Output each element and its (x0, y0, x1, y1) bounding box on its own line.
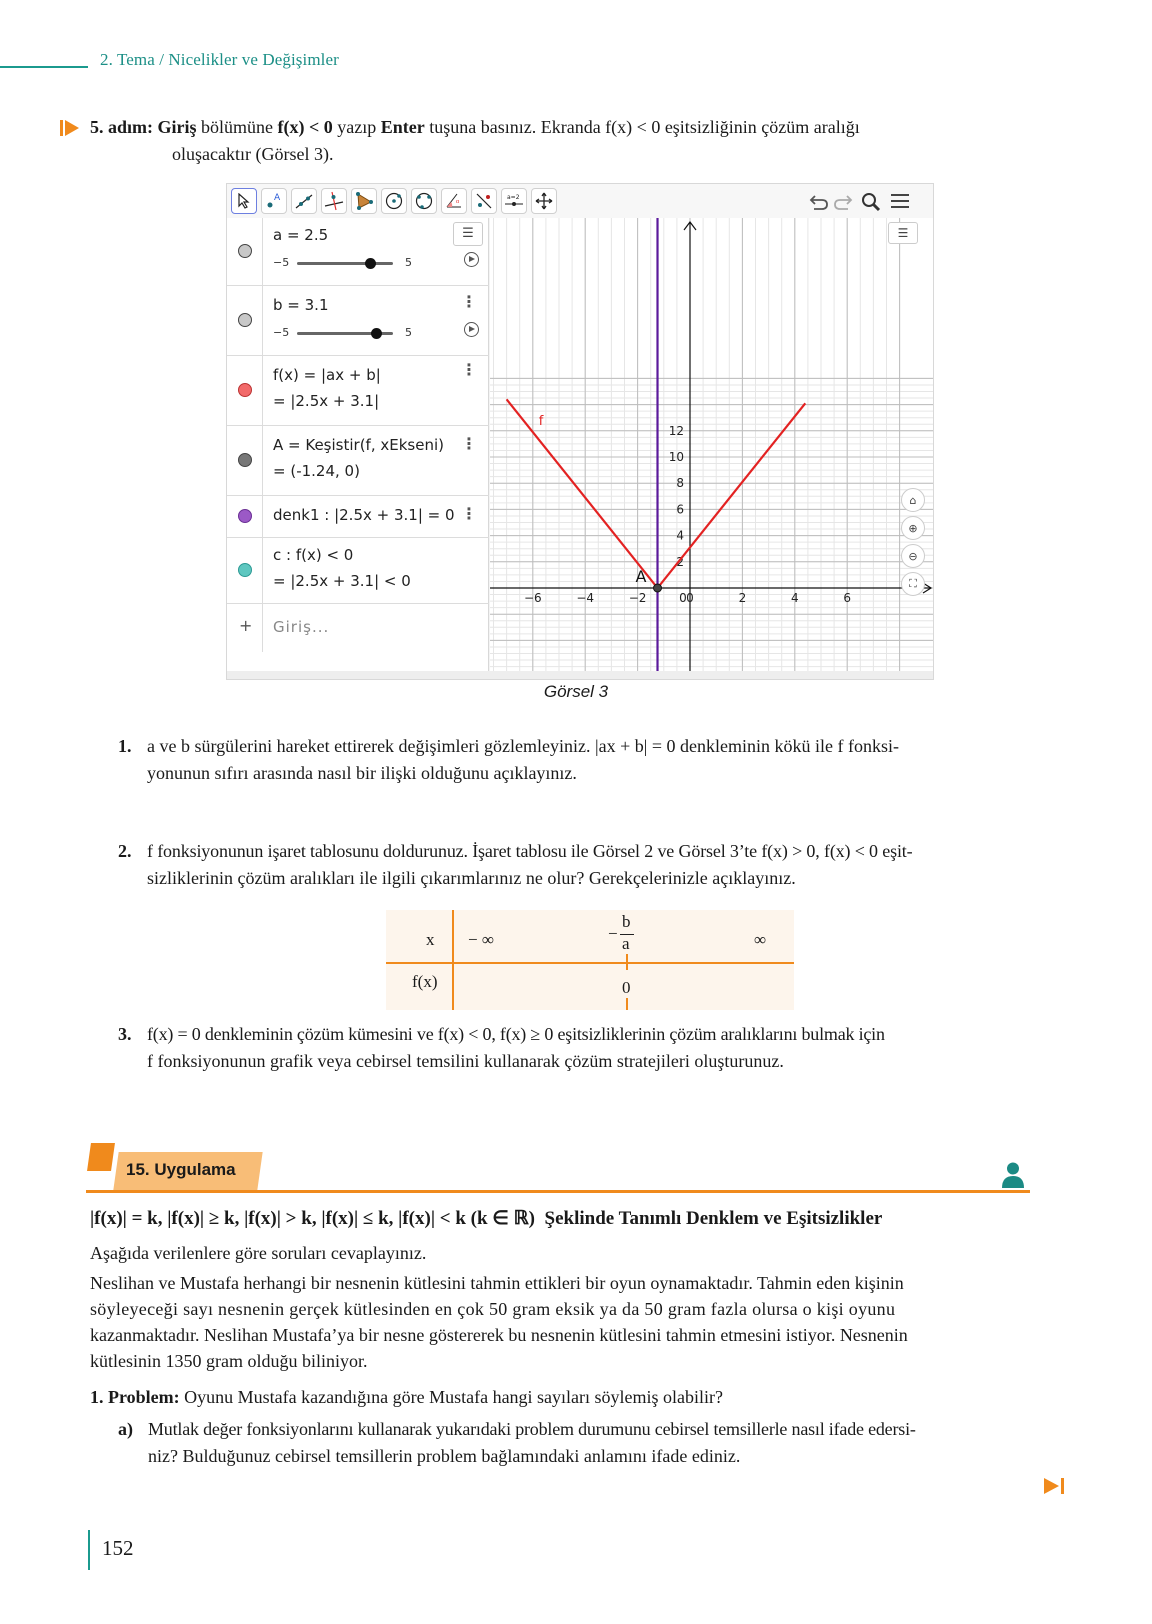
zoom-in-icon[interactable]: ⊕ (901, 516, 925, 540)
page-number: 152 (102, 1536, 134, 1560)
point-tool-icon[interactable] (261, 188, 287, 214)
svg-text:2: 2 (738, 591, 747, 605)
play-animation-icon[interactable] (464, 252, 479, 267)
polygon-tool-icon[interactable] (351, 188, 377, 214)
more-options-icon[interactable]: ⋮ (461, 434, 477, 453)
svg-text:0: 0 (686, 591, 694, 605)
slider-max: 5 (405, 256, 412, 269)
visibility-toggle-icon[interactable] (238, 453, 252, 467)
svg-text:8: 8 (676, 476, 684, 491)
more-options-icon[interactable]: ⋮ (461, 360, 477, 379)
uygulama-rule (86, 1190, 1030, 1193)
svg-text:−2: −2 (628, 591, 647, 605)
angle-tool-icon[interactable] (441, 188, 467, 214)
redo-icon[interactable] (833, 194, 853, 210)
root-denominator: a (622, 934, 630, 953)
slider-a-track[interactable] (297, 262, 393, 265)
sign-table (386, 910, 794, 1010)
visibility-toggle-icon[interactable] (238, 563, 252, 577)
svg-text:12: 12 (668, 423, 684, 438)
svg-text:10: 10 (668, 450, 684, 464)
function-graph (490, 218, 933, 671)
svg-text:A: A (635, 567, 647, 586)
inequality-definition: c : f(x) < 0 (273, 546, 354, 564)
svg-text:−6: −6 (523, 591, 542, 605)
sign-table-pos-inf: ∞ (754, 930, 767, 949)
home-icon[interactable]: ⌂ (901, 488, 925, 512)
line-tool-icon[interactable] (291, 188, 317, 214)
next-page-icon[interactable] (1044, 1478, 1066, 1494)
slider-b-knob[interactable] (371, 328, 382, 339)
circle-center-tool-icon[interactable] (381, 188, 407, 214)
svg-text:α: α (456, 199, 460, 205)
slider-min: −5 (273, 256, 290, 269)
svg-text:f: f (538, 413, 544, 429)
function-value: = |2.5x + 3.1| (273, 392, 380, 410)
person-icon (1002, 1162, 1024, 1188)
section-title: 2. Tema / Nicelikler ve Değişimler (100, 50, 339, 69)
algebra-item-point-a[interactable] (227, 426, 489, 496)
step-arrow-icon (60, 120, 80, 136)
zoom-out-icon[interactable]: ⊖ (901, 544, 925, 568)
svg-text:−4: −4 (576, 591, 595, 605)
fullscreen-icon[interactable]: ⛶ (901, 572, 925, 596)
more-options-icon[interactable]: ⋮ (461, 292, 477, 311)
algebra-item-slider-a[interactable] (227, 218, 489, 286)
algebra-style-menu-icon[interactable]: ☰ (453, 222, 483, 246)
root-numerator: b (622, 912, 631, 931)
perpendicular-tool-icon[interactable] (321, 188, 347, 214)
root-minus: − (608, 924, 618, 943)
geogebra-statusbar (227, 671, 933, 679)
algebra-item-function-f[interactable] (227, 356, 489, 426)
svg-text:6: 6 (843, 591, 852, 605)
move-tool-icon[interactable] (231, 188, 257, 214)
step-instruction: 5. adım: Giriş bölümüne f(x) < 0 yazıp Enter tuşuna basınız. Ekranda f(x) < 0 eşitsizliğinin çözüm aralığı (90, 117, 860, 137)
equation-definition: denk1 : |2.5x + 3.1| = 0 (273, 506, 455, 524)
sign-table-fx-label: f(x) (412, 972, 438, 991)
slider-a-knob[interactable] (365, 258, 376, 269)
function-definition: f(x) = |ax + b| (273, 366, 381, 384)
more-options-icon[interactable]: ⋮ (461, 504, 477, 523)
problem-1: 1. Problem: Oyunu Mustafa kazandığına göre Mustafa hangi sayıları söylemiş olabilir? (90, 1387, 724, 1407)
svg-text:A: A (274, 193, 281, 203)
reflect-tool-icon[interactable] (471, 188, 497, 214)
graphics-style-menu-icon[interactable]: ☰ (888, 222, 918, 244)
algebra-view (227, 218, 489, 671)
sign-table-neg-inf: − ∞ (468, 930, 494, 949)
step-instruction-cont: oluşacaktır (Görsel 3). (172, 144, 334, 164)
uygulama-title: 15. Uygulama (126, 1160, 236, 1179)
algebra-item-equation-denk1[interactable] (227, 496, 489, 538)
slider-b-value: b = 3.1 (273, 296, 329, 314)
algebra-item-inequality-c[interactable] (227, 538, 489, 604)
algebra-input-field[interactable]: Giriş... (273, 618, 330, 636)
header-rule (0, 66, 88, 68)
svg-text:2: 2 (676, 554, 684, 569)
footer-rule (88, 1530, 90, 1570)
svg-text:0: 0 (679, 591, 687, 605)
point-value: = (-1.24, 0) (273, 462, 360, 480)
svg-text:a=2: a=2 (507, 194, 520, 201)
algebra-input-row[interactable] (227, 604, 489, 652)
sign-table-zero: 0 (622, 978, 631, 997)
svg-text:6: 6 (676, 502, 684, 517)
geogebra-toolbar (227, 184, 933, 218)
geogebra-window (226, 183, 934, 680)
graphics-view[interactable] (490, 218, 933, 671)
slider-min: −5 (273, 326, 290, 339)
slider-a-value: a = 2.5 (273, 226, 329, 244)
figure-caption: Görsel 3 (543, 682, 609, 701)
instruction-text: Aşağıda verilenlere göre soruları cevaplayınız. (90, 1243, 427, 1263)
circle-3points-tool-icon[interactable] (411, 188, 437, 214)
uygulama-heading: |f(x)| = k, |f(x)| ≥ k, |f(x)| > k, |f(x)| ≤ k, |f(x)| < k (k ∈ ℝ) Şeklinde Tanımlı Denklem ve Eşitsizlikler (90, 1208, 883, 1229)
slider-tool-icon[interactable] (501, 188, 527, 214)
inequality-value: = |2.5x + 3.1| < 0 (273, 572, 411, 590)
visibility-toggle-icon[interactable] (238, 509, 252, 523)
play-animation-icon[interactable] (464, 322, 479, 337)
problem-paragraph: Neslihan ve Mustafa herhangi bir nesnenin kütlesini tahmin ettikleri bir oyun oynamaktadır. Tahmin eden kişinin söyleyeceği sayı nesnenin gerçek kütlesinden en çok 50 gram eksik ya da 50 gram fazla olursa o kişi oyunu kazanmaktadır. Neslihan Mustafa’ya bir nesne göstererek bu nesnenin kütlesini tahmin etmesini istiyor. Nesnenin kütlesinin 1350 gram olduğu biliniyor. (90, 1273, 908, 1371)
slider-max: 5 (405, 326, 412, 339)
sign-table-x-label: x (426, 930, 435, 949)
svg-text:4: 4 (790, 591, 799, 605)
move-view-tool-icon[interactable] (531, 188, 557, 214)
add-icon[interactable]: + (239, 616, 253, 635)
search-icon[interactable] (861, 192, 881, 212)
svg-text:4: 4 (676, 528, 684, 543)
algebra-item-slider-b[interactable] (227, 286, 489, 356)
visibility-toggle-icon[interactable] (238, 244, 252, 258)
visibility-toggle-icon[interactable] (238, 383, 252, 397)
uygulama-accent (87, 1143, 115, 1171)
undo-icon[interactable] (809, 194, 829, 210)
visibility-toggle-icon[interactable] (238, 313, 252, 327)
point-definition: A = Keşistir(f, xEkseni) (273, 436, 444, 454)
menu-icon[interactable] (891, 193, 909, 209)
